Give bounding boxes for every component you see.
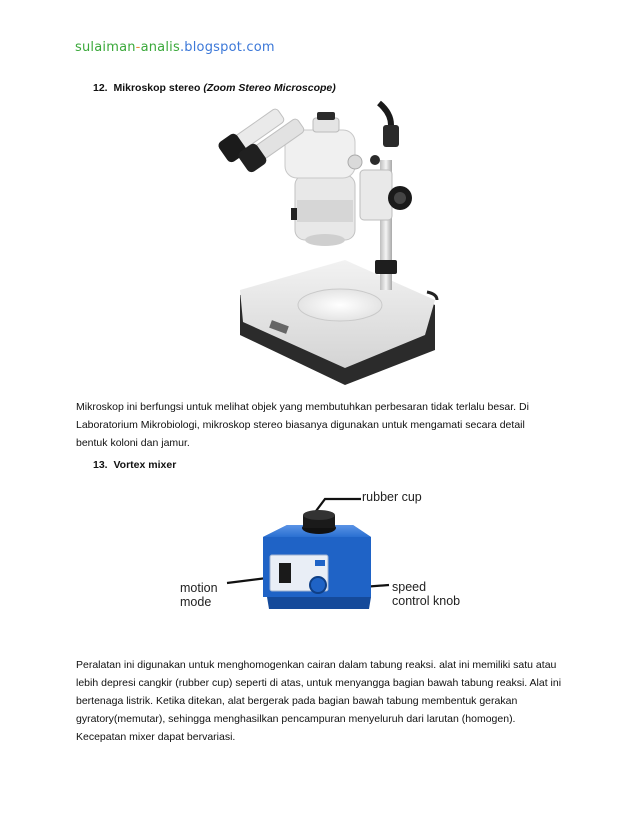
stereo-microscope-image [195, 100, 445, 385]
label-rubber-cup: rubber cup [362, 490, 422, 504]
section-12-heading [93, 82, 336, 94]
section-12-title-italic: (Zoom Stereo Microscope) [203, 82, 336, 94]
label-speed-line-2: control knob [392, 594, 461, 608]
section-12-line-2: Laboratorium Mikrobiologi, mikroskop stereo biasanya digunakan untuk mengamati secara detail [76, 419, 525, 431]
section-12-line-1: Mikroskop ini berfungsi untuk melihat objek yang membutuhkan perbesaran tidak terlalu besar. Di [76, 401, 529, 413]
section-13-line-4: gyratory(memutar), sehingga menghasilkan pencampuran menyeluruh dari larutan (homogen). [76, 713, 516, 725]
section-12-paragraph [76, 398, 566, 452]
header-dot: . [179, 40, 185, 55]
section-13-title: Vortex mixer [113, 459, 177, 471]
label-speed-line-1: speed [392, 580, 427, 594]
header-dash: - [135, 40, 141, 55]
header-part2: analis [140, 40, 180, 55]
section-13-line-2: lebih depresi cangkir (rubber cup) seperti di atas, untuk menyangga bagian bawah tabung reaksi. Alat ini [76, 677, 562, 689]
header-part1: sulaiman [75, 40, 136, 55]
section-13-paragraph [76, 656, 566, 746]
section-12-title: Mikroskop stereo [113, 82, 201, 94]
section-12-number: 12. [93, 82, 108, 94]
label-motion-line-2: mode [180, 595, 212, 609]
section-13-number: 13. [93, 459, 108, 471]
section-13-line-1: Peralatan ini digunakan untuk menghomogenkan cairan dalam tabung reaksi. alat ini memiliki satu atau [76, 659, 557, 671]
section-12-line-3: bentuk koloni dan jamur. [76, 437, 190, 449]
label-motion-line-1: motion [180, 581, 218, 595]
blog-header [75, 40, 275, 55]
section-13-line-5: Kecepatan mixer dapat bervariasi. [76, 731, 236, 743]
header-part3: blogspot.com [184, 40, 275, 55]
section-13-heading [93, 459, 176, 471]
section-13-line-3: bertenaga listrik. Ketika ditekan, alat bergerak pada bagian bawah tabung membentuk gerakan [76, 695, 518, 707]
